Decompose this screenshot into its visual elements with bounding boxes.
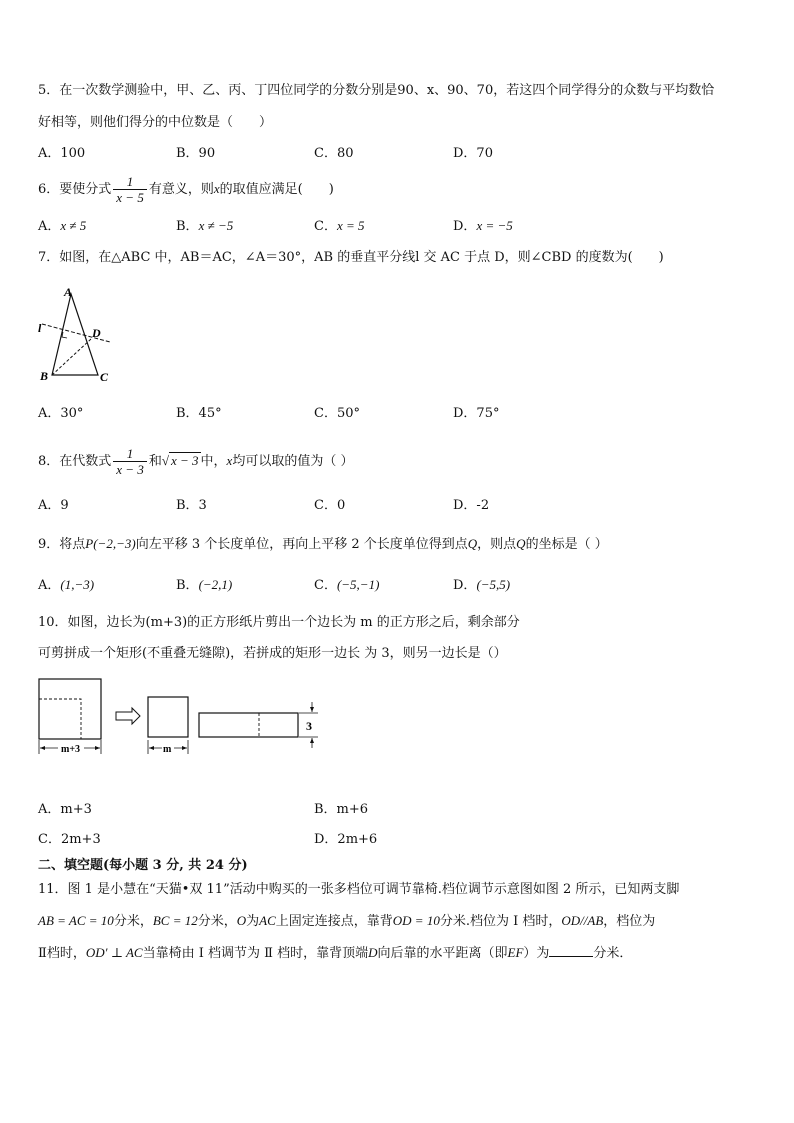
q7-stem: 7．如图，在△ABC 中，AB＝AC，∠A＝30°，AB 的垂直平分线l 交 AC 于点 D，则∠CBD 的度数为( ) <box>38 250 664 265</box>
q8-mid: 和 <box>148 454 162 469</box>
q6-stem <box>38 172 334 207</box>
q9-mid: 向左平移 3 个长度单位，再向上平移 2 个长度单位得到点 <box>135 537 468 552</box>
q11-point-o: O <box>236 913 247 928</box>
section2-title: 二、填空题(每小题 3 分, 共 24 分) <box>38 858 248 873</box>
q9-option-c-label: C． <box>314 578 337 593</box>
q10-squares-figure <box>36 674 326 764</box>
q6-option-d <box>453 217 513 236</box>
q10-option-c: C．2m+3 <box>38 832 101 847</box>
q5-option-a: A．100 <box>38 146 86 161</box>
q8-frac-den: x − 3 <box>116 462 144 477</box>
q10-label-three: 3 <box>306 719 312 733</box>
q8-option-a: A．9 <box>38 498 69 513</box>
q11-line3 <box>38 944 632 963</box>
q7-label-a: A <box>64 285 73 299</box>
q9-point-p: P(−2,−3) <box>85 536 136 551</box>
q7-label-b: B <box>40 369 49 383</box>
q5-line2: 好相等，则他们得分的中位数是（ ） <box>38 115 273 130</box>
q11-unit-2: 分米， <box>197 914 237 929</box>
q11-text-wei: 为 <box>246 914 260 929</box>
q10-line1: 10．如图，边长为(m+3)的正方形纸片剪出一个边长为 m 的正方形之后，剩余部分 <box>38 615 520 630</box>
q5-option-d: D．70 <box>453 146 493 161</box>
q9-option-d-label: D． <box>453 578 477 593</box>
q6-option-b <box>176 217 233 236</box>
q8-stem <box>38 444 353 479</box>
q10-option-a: A．m+3 <box>38 802 92 817</box>
q7-option-b: B．45° <box>176 406 222 421</box>
q8-sqrt-content: x − 3 <box>170 453 199 468</box>
q9-option-b-label: B． <box>176 578 199 593</box>
q10-line2: 可剪拼成一个矩形(不重叠无缝隙)，若拼成的矩形一边长 为 3，则另一边长是（） <box>38 646 507 661</box>
q11-text-gear2: Ⅱ档时， <box>38 946 86 961</box>
q9-stem <box>38 535 608 554</box>
q7-label-d: D <box>92 326 101 340</box>
q8-frac-num: 1 <box>113 446 147 462</box>
q8-option-b: B．3 <box>176 498 207 513</box>
q9-option-d-math: (−5,5) <box>476 577 511 592</box>
q11-od-perp-ac: OD′ ⊥ AC <box>85 945 143 960</box>
q11-line2 <box>38 912 655 931</box>
q9-point-q2: Q <box>516 536 526 551</box>
q11-text-is: ）为 <box>523 946 550 961</box>
q10-big-square <box>39 679 101 739</box>
q7-label-l: l <box>38 321 42 335</box>
q8-option-d: D．-2 <box>453 498 490 513</box>
q9-option-c <box>314 576 379 595</box>
q11-line1: 11．图 1 是小慧在“天猫•双 11”活动中购买的一张多档位可调节靠椅.档位调节示意图如图 2 所示，已知两支脚 <box>38 882 680 897</box>
q6-suffix-a: 有意义，则 <box>148 182 214 197</box>
q7-option-d: D．75° <box>453 406 500 421</box>
q6-option-a-math: x ≠ 5 <box>60 218 87 233</box>
q8-sqrt: √ x − 3 <box>161 453 199 468</box>
q6-option-c-math: x = 5 <box>336 218 365 233</box>
q6-frac-num: 1 <box>113 174 147 190</box>
q11-ef: EF <box>507 945 524 960</box>
q11-unit-1: 分米， <box>113 914 153 929</box>
q11-point-d: D <box>368 945 378 960</box>
q9-prefix: 9．将点 <box>38 537 86 552</box>
q8-suffix-a: 中， <box>200 454 227 469</box>
q11-ab-ac: AB = AC = 10 <box>38 913 114 928</box>
q8-option-c: C．0 <box>314 498 346 513</box>
q6-option-d-math: x = −5 <box>476 218 513 233</box>
q6-suffix-b: 的取值应满足( ) <box>219 182 334 197</box>
q8-prefix: 8．在代数式 <box>38 454 112 469</box>
q10-cut-line <box>39 699 81 739</box>
q6-option-c <box>314 217 365 236</box>
q7-label-c: C <box>100 370 109 384</box>
q11-text-adjust: 当靠椅由 Ⅰ 档调节为 Ⅱ 档时，靠背顶端 <box>142 946 369 961</box>
q9-option-a-label: A． <box>38 578 61 593</box>
q11-answer-blank[interactable] <box>549 944 593 957</box>
q11-text-backrest: 上固定连接点，靠背 <box>275 914 393 929</box>
q9-suffix: 的坐标是（ ） <box>525 537 608 552</box>
q10-option-d: D．2m+6 <box>314 832 378 847</box>
q6-option-a-label: A． <box>38 219 61 234</box>
q10-label-small: m <box>163 744 172 755</box>
q6-option-b-math: x ≠ −5 <box>198 218 234 233</box>
q6-option-b-label: B． <box>176 219 199 234</box>
q11-ac: AC <box>259 913 276 928</box>
q6-frac-den: x − 5 <box>116 190 144 205</box>
q11-text-gear-is: ，档位为 <box>603 914 656 929</box>
q5-line1: 5．在一次数学测验中，甲、乙、丙、丁四位同学的分数分别是90、x、90、70，若这四个同学得分的众数与平均数恰 <box>38 83 715 98</box>
q10-arrow <box>116 708 140 724</box>
q11-bc: BC = 12 <box>152 913 198 928</box>
q6-prefix: 6．要使分式 <box>38 182 112 197</box>
q5-option-b: B．90 <box>176 146 216 161</box>
q6-option-a <box>38 217 86 236</box>
q10-rectangle <box>199 713 298 737</box>
q6-option-d-label: D． <box>453 219 477 234</box>
q9-option-b <box>176 576 232 595</box>
q11-text-gear1: 分米.档位为 Ⅰ 档时， <box>439 914 562 929</box>
q11-od: OD = 10 <box>392 913 440 928</box>
q10-small-square <box>148 697 188 737</box>
q9-option-d <box>453 576 510 595</box>
q6-var: x <box>213 181 220 196</box>
q7-right-angle-mark <box>62 332 67 338</box>
q9-point-q1: Q <box>467 536 478 551</box>
q9-option-b-math: (−2,1) <box>198 577 233 592</box>
q11-text-horizontal: 向后靠的水平距离（即 <box>377 946 508 961</box>
q7-option-c: C．50° <box>314 406 360 421</box>
q9-option-c-math: (−5,−1) <box>336 577 380 592</box>
q8-var: x <box>226 453 233 468</box>
q11-unit-end: 分米． <box>593 946 633 961</box>
q8-fraction <box>113 446 147 477</box>
q7-segment-bd <box>52 339 91 375</box>
q7-option-a: A．30° <box>38 406 84 421</box>
q10-label-big: m+3 <box>61 744 81 755</box>
q7-triangle-figure <box>36 284 120 386</box>
q6-option-c-label: C． <box>314 219 337 234</box>
q9-option-a-math: (1,−3) <box>60 577 95 592</box>
q9-mid2: ，则点 <box>477 537 517 552</box>
q9-option-a <box>38 576 94 595</box>
q6-fraction <box>113 174 147 205</box>
q10-option-b: B．m+6 <box>314 802 369 817</box>
q8-suffix-b: 均可以取的值为（ ） <box>232 454 354 469</box>
q11-od-parallel-ab: OD//AB <box>561 913 604 928</box>
q5-option-c: C．80 <box>314 146 354 161</box>
